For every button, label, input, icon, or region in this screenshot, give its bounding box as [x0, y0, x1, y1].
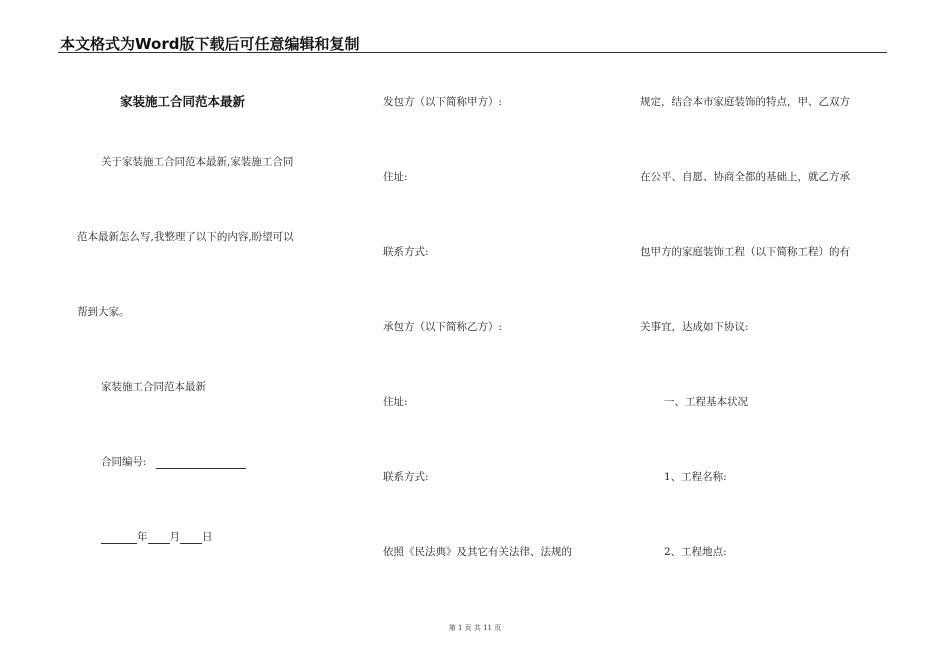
party-a-contact-label: 联系方式:: [383, 246, 429, 258]
section-heading-1: 一、工程基本状况: [664, 396, 748, 408]
legal-basis-text: 依照《民法典》及其它有关法律、法规的: [383, 546, 572, 558]
body-paragraph-line-4: 关事宜，达成如下协议:: [640, 321, 749, 333]
party-b-label: 承包方（以下简称乙方）:: [383, 321, 503, 333]
intro-line-1: 关于家装施工合同范本最新,家装施工合同: [101, 156, 294, 168]
month-blank: [148, 532, 170, 544]
party-b-address-label: 住址:: [383, 396, 408, 408]
contract-subtitle: 家装施工合同范本最新: [101, 381, 206, 393]
item-project-name: 1、工程名称:: [664, 471, 727, 483]
doc-title: 家装施工合同范本最新: [120, 94, 246, 109]
party-a-address-label: 住址:: [383, 171, 408, 183]
page-footer: 第 1 页 共 11 页: [448, 624, 502, 632]
body-paragraph-line-3: 包甲方的家庭装饰工程（以下简称工程）的有: [640, 246, 850, 258]
year-label: 年: [137, 531, 148, 543]
party-a-label: 发包方（以下简称甲方）:: [383, 96, 503, 108]
intro-line-3: 帮到大家。: [77, 306, 130, 318]
body-paragraph-line-1: 规定，结合本市家庭装饰的特点，甲、乙双方: [640, 96, 850, 108]
contract-number-label: 合同编号:: [101, 456, 147, 468]
page-header-title: 本文格式为Word版下载后可任意编辑和复制: [60, 35, 360, 53]
party-b-contact-label: 联系方式:: [383, 471, 429, 483]
intro-line-2: 范本最新怎么写,我整理了以下的内容,盼望可以: [77, 231, 294, 243]
contract-number-blank: [156, 457, 246, 469]
header-divider: [58, 52, 887, 53]
day-blank: [180, 532, 202, 544]
contract-number-row: [101, 454, 246, 469]
day-label: 日: [202, 531, 213, 543]
year-blank: [101, 532, 137, 544]
item-project-location: 2、工程地点:: [664, 546, 727, 558]
body-paragraph-line-2: 在公平、自愿、协商全都的基础上，就乙方承: [640, 171, 850, 183]
date-row: [101, 529, 213, 544]
month-label: 月: [169, 531, 180, 543]
